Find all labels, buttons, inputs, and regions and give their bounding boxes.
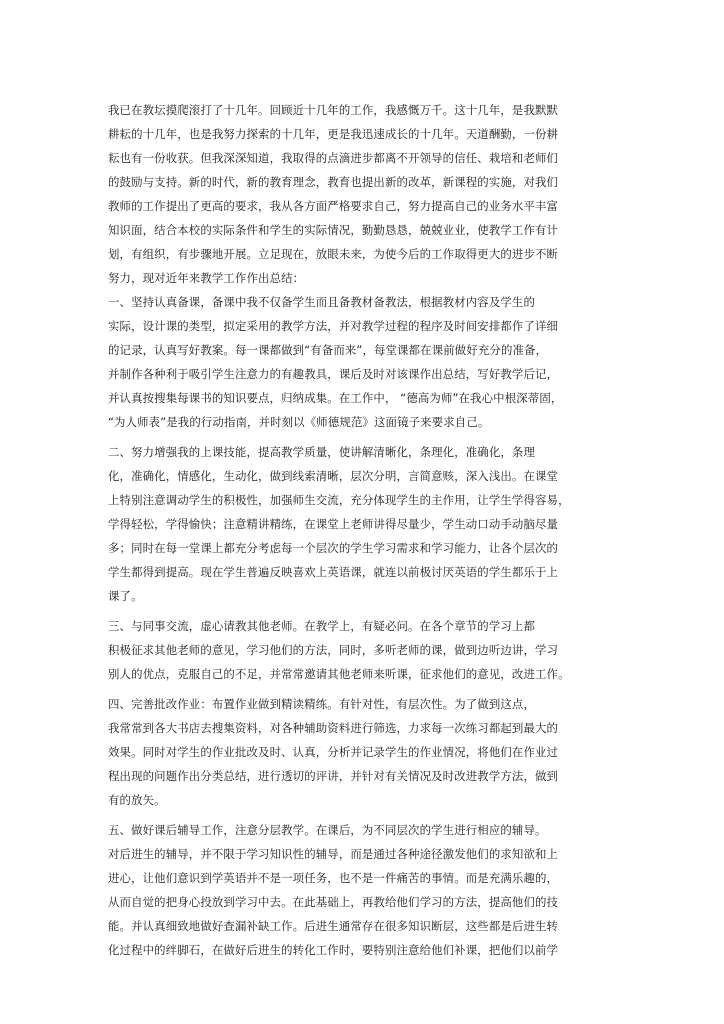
text-line: 我已在教坛摸爬滚打了十几年。回顾近十几年的工作，我感慨万千。这十几年，是我默默 xyxy=(108,103,559,117)
text-line: 别人的优点，克服自己的不足，并常常邀请其他老师来听课，征求他们的意见，改进工作。 xyxy=(108,667,570,681)
text-line: 从而自觉的把身心投放到学习中去。在此基础上，再教给他们学习的方法，提高他们的技 xyxy=(108,895,559,909)
text-line: 三、与同事交流，虚心请教其他老师。在教学上，有疑必问。在各个章节的学习上都 xyxy=(108,619,536,633)
text-line: 五、做好课后辅导工作，注意分层教学。在课后，为不同层次的学生进行相应的辅导。 xyxy=(108,823,547,837)
text-line: 一、坚持认真备课，备课中我不仅备学生而且备教材备教法，根据教材内容及学生的 xyxy=(108,295,536,309)
paragraph-point-1 xyxy=(108,290,616,434)
paragraph-point-4 xyxy=(108,692,616,812)
text-line: 努力，现对近年来教学工作作出总结： xyxy=(108,271,305,285)
paragraph-point-3 xyxy=(108,614,616,686)
text-line: 上特别注意调动学生的积极性，加强师生交流，充分体现学生的主作用，让学生学得容易， xyxy=(108,493,570,507)
text-line: 课了。 xyxy=(108,589,143,603)
text-line: 积极征求其他老师的意见，学习他们的方法，同时，多听老师的课，做到边听边讲，学习 xyxy=(108,643,559,657)
text-line: 教师的工作提出了更高的要求，我从各方面严格要求自己，努力提高自己的业务水平丰富 xyxy=(108,199,559,213)
text-line: 程出现的问题作出分类总结，进行透切的评讲，并针对有关情况及时改进教学方法，做到 xyxy=(108,769,559,783)
text-line: 学得轻松，学得愉快；注意精讲精练，在课堂上老师讲得尽量少，学生动口动手动脑尽量 xyxy=(108,517,559,531)
text-line: 并制作各种利于吸引学生注意力的有趣教具，课后及时对该课作出总结，写好教学后记， xyxy=(108,367,559,381)
text-line: 效果。同时对学生的作业批改及时、认真，分析并记录学生的作业情况，将他们在作业过 xyxy=(108,745,559,759)
text-line: 耘也有一份收获。但我深深知道，我取得的点滴进步都离不开领导的信任、栽培和老师们 xyxy=(108,151,559,165)
text-line: 划，有组织，有步骤地开展。立足现在，放眼未来，为使今后的工作取得更大的进步不断 xyxy=(108,247,559,261)
text-line: 知识面，结合本校的实际条件和学生的实际情况，勤勤恳恳，兢兢业业，使教学工作有计 xyxy=(108,223,559,237)
text-line: 学生都得到提高。现在学生普遍反映喜欢上英语课，就连以前极讨厌英语的学生都乐于上 xyxy=(108,565,559,579)
text-line: 并认真按搜集每课书的知识要点，归纳成集。在工作中， “德高为师”在我心中根深蒂固， xyxy=(108,391,563,405)
text-line: 耕耘的十几年，也是我努力探索的十几年，更是我迅速成长的十几年。天道酬勤，一份耕 xyxy=(108,127,559,141)
text-line: 能。并认真细致地做好查漏补缺工作。后进生通常存在很多知识断层，这些都是后进生转 xyxy=(108,919,559,933)
text-line: “为人师表”是我的行动指南，并时刻以《师德规范》这面镜子来要求自己。 xyxy=(108,415,490,429)
text-line: 化过程中的绊脚石，在做好后进生的转化工作时，要特别注意给他们补课，把他们以前学 xyxy=(108,943,559,957)
document-page xyxy=(108,98,616,962)
paragraph-point-2 xyxy=(108,440,616,608)
text-line: 进心，让他们意识到学英语并不是一项任务，也不是一件痛苦的事情。而是充满乐趣的， xyxy=(108,871,559,885)
text-line: 四、完善批改作业：布置作业做到精读精练。有针对性，有层次性。为了做到这点， xyxy=(108,697,536,711)
paragraph-point-5 xyxy=(108,818,616,962)
text-line: 对后进生的辅导，并不限于学习知识性的辅导，而是通过各种途径激发他们的求知欲和上 xyxy=(108,847,559,861)
text-line: 实际，设计课的类型，拟定采用的教学方法，并对教学过程的程序及时间安排都作了详细 xyxy=(108,319,559,333)
text-line: 我常常到各大书店去搜集资料，对各种辅助资料进行筛选，力求每一次练习都起到最大的 xyxy=(108,721,559,735)
text-line: 有的放矢。 xyxy=(108,793,166,807)
text-line: 二、努力增强我的上课技能，提高教学质量，使讲解清晰化，条理化，准确化，条理 xyxy=(108,445,536,459)
text-line: 的鼓励与支持。新的时代，新的教育理念，教育也提出新的改革，新课程的实施，对我们 xyxy=(108,175,559,189)
paragraph-intro xyxy=(108,98,616,290)
text-line: 的记录，认真写好教案。每一课都做到“有备而来”，每堂课都在课前做好充分的准备， xyxy=(108,343,548,357)
text-line: 多；同时在每一堂课上都充分考虑每一个层次的学生学习需求和学习能力，让各个层次的 xyxy=(108,541,559,555)
text-line: 化，准确化，情感化，生动化，做到线索清晰，层次分明，言简意赅，深入浅出。在课堂 xyxy=(108,469,559,483)
